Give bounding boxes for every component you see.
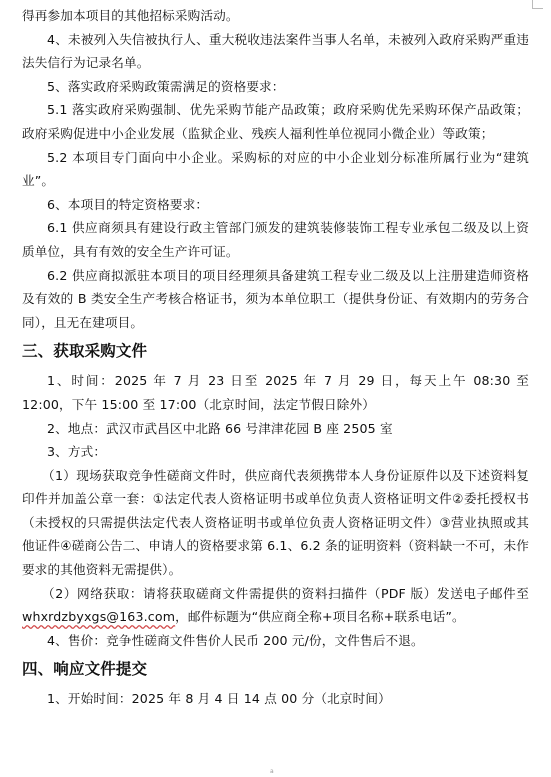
paragraph-obtain-location: 2、地点：武汉市武昌区中北路 66 号津津花园 B 座 2505 室 xyxy=(47,420,393,436)
paragraph-requirement-6-1: 6.1 供应商须具有建设行政主管部门颁发的建筑装修装饰工程专业承包二级及以上资质单位，具有有效的安全生产许可证。 xyxy=(22,220,529,259)
paragraph-requirement-5-1: 5.1 落实政府采购强制、优先采购节能产品政策；政府采购优先采购环保产品政策；政府采购促进中小企业发展（监狱企业、残疾人福利性单位视同小微企业）等政策； xyxy=(22,102,529,141)
paragraph-requirement-5-2: 5.2 本项目专门面向中小企业。采购标的对应的中小企业划分标准所属行业为“建筑业”。 xyxy=(22,149,529,189)
paragraph-continuation: 得再参加本项目的其他招标采购活动。 xyxy=(22,8,239,23)
email-link[interactable]: whxrdzbyxgs@163.com xyxy=(22,609,176,625)
online-method-text: （2）网络获取：请将获取磋商文件需提供的资料扫描件（PDF 版）发送电子邮件至 xyxy=(42,585,529,601)
paragraph-price: 4、售价：竞争性磋商文件售价人民币 200 元/份，文件售后不退。 xyxy=(47,632,424,648)
section-title-response-submission: 四、响应文件提交 xyxy=(22,660,148,679)
paragraph-requirement-6-2: 6.2 供应商拟派驻本项目的项目经理须具备建筑工程专业二级及以上注册建造师资格及有效的 B 类安全生产考核合格证书，须为本单位职工（提供身份证、有效期内的劳务合同），且无在建项目。 xyxy=(22,267,529,330)
document-body xyxy=(22,4,529,711)
online-method-suffix: ，邮件标题为“供应商全称+项目名称+联系电话”。 xyxy=(175,609,465,625)
paragraph-obtain-method: 3、方式： xyxy=(47,444,107,460)
page-footer-marker: a xyxy=(270,768,274,775)
section-title-obtain-documents: 三、获取采购文件 xyxy=(22,342,148,361)
paragraph-start-time: 1、开始时间：2025 年 8 月 4 日 14 点 00 分（北京时间） xyxy=(47,691,391,707)
page-corner-mark xyxy=(532,0,543,9)
paragraph-onsite-method: （1）现场获取竞争性磋商文件时，供应商代表须携带本人身份证原件以及下述资料复印件并加盖公章一套：①法定代表人资格证明书或单位负责人资格证明文件②委托授权书（未授权的只需提供法定代表人资格证明书或单位负责人资格证明文件）③营业执照或其他证件④磋商公告二、申请人的资格要求第 6.1、6.2 条的证明资料（资料缺一不可，未作要求的其他资料无需提供）。 xyxy=(22,467,529,578)
paragraph-online-method xyxy=(22,582,529,629)
paragraph-requirement-5: 5、落实政府采购政策需满足的资格要求： xyxy=(47,78,285,94)
paragraph-obtain-time: 1、时间：2025 年 7 月 23 日至 2025 年 7 月 29 日，每天上午 08:30 至 12:00，下午 15:00 至 17:00（北京时间，法定节假日除外） xyxy=(22,373,529,412)
paragraph-requirement-6: 6、本项目的特定资格要求： xyxy=(47,196,209,212)
paragraph-requirement-4: 4、未被列入失信被执行人、重大税收违法案件当事人名单，未被列入政府采购严重违法失信行为记录名单。 xyxy=(22,31,529,71)
